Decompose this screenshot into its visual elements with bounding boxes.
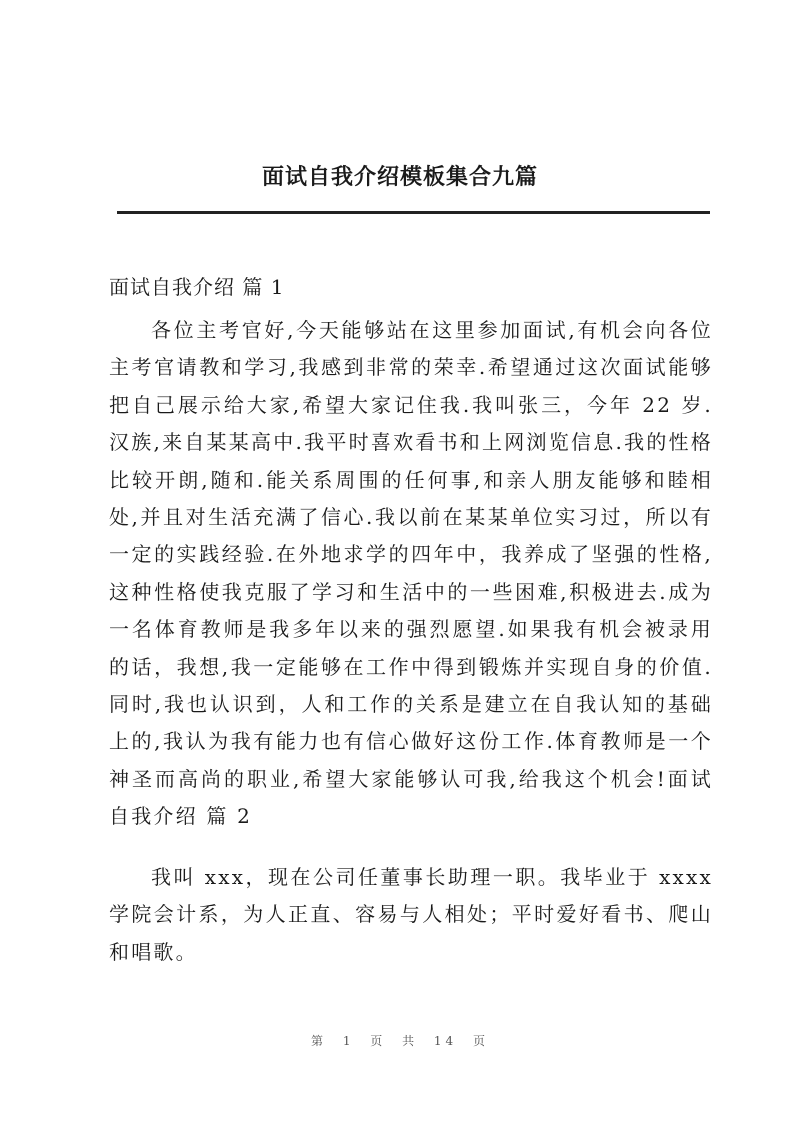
section-heading: 面试自我介绍 篇 1	[109, 275, 285, 299]
page-footer: 第 1 页 共 14 页	[311, 1034, 489, 1048]
body-paragraph: 我叫 xxx，现在公司任董事长助理一职。我毕业于 xxxx 学院会计系，为人正直、容易与人相处；平时爱好看书、爬山和唱歌。	[109, 865, 713, 964]
document-title: 面试自我介绍模板集合九篇	[261, 165, 538, 190]
body-paragraph: 各位主考官好,今天能够站在这里参加面试,有机会向各位主考官请教和学习,我感到非常的荣幸.希望通过这次面试能够把自己展示给大家,希望大家记住我.我叫张三，今年 22 岁.汉族,来自某某高中.我平时喜欢看书和上网浏览信息.我的性格比较开朗,随和.能关系周围的任何事,和亲人朋友能够和睦相处,并且对生活充满了信心.我以前在某某单位实习过，所以有一定的实践经验.在外地求学的四年中，我养成了坚强的性格,这种性格使我克服了学习和生活中的一些困难,积极进去.成为一名体育教师是我多年以来的强烈愿望.如果我有机会被录用的话，我想,我一定能够在工作中得到锻炼并实现自身的价值.同时,我也认识到，人和工作的关系是建立在自我认知的基础上的,我认为我有能力也有信心做好这份工作.体育教师是一个神圣而高尚的职业,希望大家能够认可我,给我这个机会!面试自我介绍 篇 2	[109, 318, 713, 829]
title-underline-rule	[117, 211, 710, 214]
